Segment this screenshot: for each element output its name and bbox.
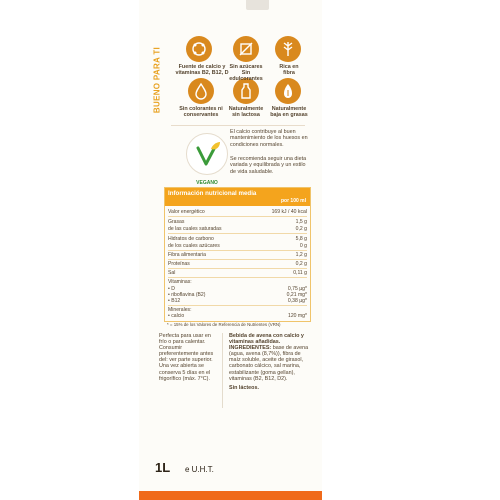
nutrition-table <box>164 187 311 322</box>
row-value: 0,2 g <box>295 261 307 267</box>
no-sugar-icon <box>233 36 259 62</box>
row-label: • riboflavina (B2) <box>168 292 206 298</box>
column-divider <box>222 333 223 408</box>
table-row <box>168 252 307 258</box>
vegan-label: VEGANO <box>196 180 218 186</box>
table-row <box>168 219 307 225</box>
table-row <box>168 298 307 304</box>
claim-label: Fuente de calcio y vitaminas B2, B12, D <box>175 64 229 77</box>
row-value: 120 mg* <box>288 313 307 319</box>
nutrition-footnote: * = 15% de los Valores de Referencia de Nutrientes (VRN) <box>167 322 281 327</box>
product-name: Bebida de avena con calcio y vitaminas añadidas. <box>229 333 304 346</box>
carton-cap <box>246 0 269 10</box>
row-value: 5,8 g <box>295 236 307 242</box>
row-divider <box>168 259 307 260</box>
uht-label: e U.H.T. <box>185 465 214 474</box>
volume-label: 1L <box>155 460 171 475</box>
row-label: de los cuales azúcares <box>168 243 220 249</box>
table-row <box>168 261 307 267</box>
row-label: • calcio <box>168 313 185 319</box>
nutrition-title: Información nutricional media <box>168 190 257 197</box>
row-label: Hidratos de carbono <box>168 236 214 242</box>
claim-label: Naturalmente sin lactosa <box>228 106 264 119</box>
claim-label: Sin colorantes ni conservantes <box>179 106 223 119</box>
row-label: • B12 <box>168 298 181 304</box>
row-value: 0,2 g <box>295 226 307 232</box>
row-value: 0 g <box>299 243 307 249</box>
table-row <box>168 226 307 232</box>
claim-label: Sin azúcares Sin edulcorantes <box>229 64 263 83</box>
row-label: Minerales: <box>168 307 192 313</box>
ingredients-text: base de avena (agua, avena (8,7%)), fibra de maíz soluble, aceite de girasol, carbonato cálcico, sal marina, estabilizante (goma gellan), vitaminas (B2, B12, D2). <box>229 345 309 382</box>
fiber-icon <box>275 36 301 62</box>
nutrition-per: por 100 ml <box>280 198 306 204</box>
row-label: Vitaminas: <box>168 279 192 285</box>
low-fat-icon <box>275 78 301 104</box>
row-label: de las cuales saturadas <box>168 226 222 232</box>
usage-text: Perfecta para usar en frío o para calentar. Consumir preferentemente antes del: ver parte superior. Una vez abierta se conserva 5 días en el frigorífico (máx. 7°C). <box>159 333 214 382</box>
row-label: Sal <box>168 270 176 276</box>
side-title: BUENO PARA TI <box>152 46 162 114</box>
table-row <box>168 279 307 285</box>
ingredients-label: INGREDIENTES: <box>229 345 272 352</box>
no-dairy-text: Sin lácteos. <box>229 384 259 391</box>
row-value: 0,21 mg* <box>286 292 307 298</box>
row-value: 0,75 µg* <box>287 286 307 292</box>
bottom-stripe <box>139 491 322 500</box>
row-value: 0,11 g <box>293 270 307 276</box>
row-label: Valor energético <box>168 209 205 215</box>
table-row <box>168 243 307 249</box>
ingredients <box>229 345 309 382</box>
product-description <box>229 333 309 391</box>
nutrition-header <box>165 188 310 206</box>
row-label: • D <box>168 286 175 292</box>
row-value: 0,38 µg* <box>287 298 307 304</box>
row-divider <box>168 305 307 306</box>
claim-label: Rica en fibra <box>279 64 299 77</box>
vegan-logo <box>186 133 228 175</box>
row-divider <box>168 250 307 251</box>
diet-text: Se recomienda seguir una dieta variada y equilibrada y un estilo de vida saludable. <box>230 156 307 175</box>
no-colorants-icon <box>188 78 214 104</box>
table-row <box>168 270 307 276</box>
section-divider <box>171 125 305 126</box>
row-label: Proteínas <box>168 261 190 267</box>
row-value: 1,5 g <box>295 219 307 225</box>
table-row <box>168 209 307 215</box>
calcium-text: El calcio contribuye al buen mantenimiento de los huesos en condiciones normales. <box>230 129 308 148</box>
row-divider <box>168 216 307 217</box>
row-divider <box>168 268 307 269</box>
row-label: Grasas <box>168 219 185 225</box>
row-value: 169 kJ / 40 kcal <box>271 209 307 215</box>
calcium-vitamins-icon <box>186 36 212 62</box>
row-label: Fibra alimentaria <box>168 252 206 258</box>
claim-label: Naturalmente baja en grasas <box>270 106 308 119</box>
row-divider <box>168 233 307 234</box>
row-value: 1,2 g <box>295 252 307 258</box>
row-divider <box>168 277 307 278</box>
table-row <box>168 236 307 242</box>
table-row <box>168 313 307 319</box>
